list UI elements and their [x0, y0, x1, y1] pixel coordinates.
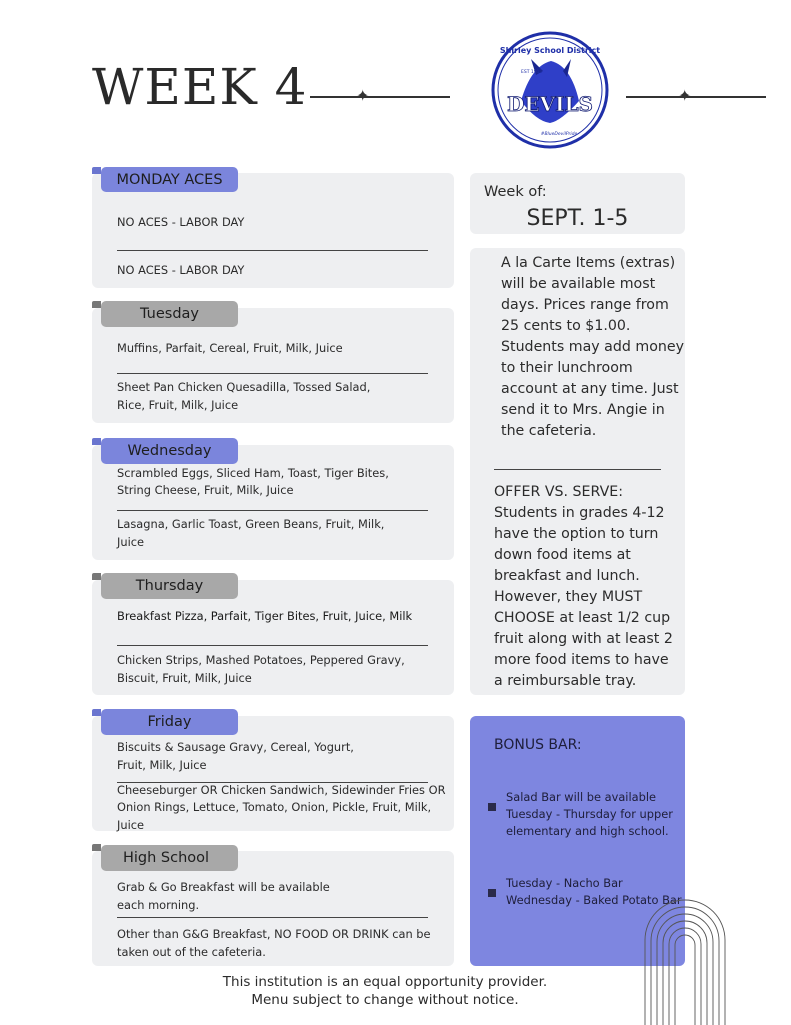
meal-divider: [117, 510, 428, 511]
info-divider: [494, 469, 661, 470]
sparkle-icon: ✦: [356, 86, 370, 105]
tuesday-tab: Tuesday: [101, 301, 238, 327]
logo-top-text: Shirley School District: [499, 46, 601, 55]
alacarte-line: will be available most: [501, 276, 656, 292]
offer-line: have the option to turn: [494, 526, 659, 542]
meal-divider: [117, 645, 428, 646]
alacarte-line: the cafeteria.: [501, 423, 597, 439]
tab-corner: [92, 301, 101, 308]
tuesday-breakfast: Muffins, Parfait, Cereal, Fruit, Milk, Juice: [117, 341, 343, 355]
offer-text: [494, 482, 673, 692]
high-school-note-line2: each morning.: [117, 898, 200, 912]
offer-line: breakfast and lunch.: [494, 568, 640, 584]
wednesday-tab: Wednesday: [101, 438, 238, 464]
friday-tab: Friday: [101, 709, 238, 735]
thursday-lunch-line2: Biscuit, Fruit, Milk, Juice: [117, 671, 252, 685]
bullet-icon: [488, 803, 496, 811]
logo-mark-text: DEVILS: [507, 92, 593, 116]
bullet-icon: [488, 889, 496, 897]
meal-divider: [117, 373, 428, 374]
wednesday-breakfast-line2: String Cheese, Fruit, Milk, Juice: [117, 483, 294, 497]
week-of-label: Week of:: [484, 184, 547, 200]
wednesday-breakfast-line1: Scrambled Eggs, Sliced Ham, Toast, Tiger Bites,: [117, 466, 389, 480]
offer-line: more food items to have: [494, 652, 669, 668]
high-school-note-line4: taken out of the cafeteria.: [117, 945, 266, 959]
friday-lunch-line2: Onion Rings, Lettuce, Tomato, Onion, Pickle, Fruit, Milk,: [117, 800, 432, 814]
school-logo: [491, 31, 609, 149]
header-divider-left: [310, 96, 450, 98]
offer-line: Students in grades 4-12: [494, 505, 665, 521]
bonus-item-1: [506, 789, 673, 840]
alacarte-line: account at any time. Just: [501, 381, 679, 397]
monday-tab: MONDAY ACES: [101, 167, 238, 192]
meal-divider: [117, 917, 428, 918]
alacarte-line: A la Carte Items (extras): [501, 255, 676, 271]
bonus-line: Tuesday - Thursday for upper: [506, 807, 673, 821]
offer-line: a reimbursable tray.: [494, 673, 637, 689]
tab-corner: [92, 709, 101, 716]
friday-breakfast-line2: Fruit, Milk, Juice: [117, 758, 207, 772]
monday-breakfast: NO ACES - LABOR DAY: [117, 215, 245, 229]
friday-breakfast-line1: Biscuits & Sausage Gravy, Cereal, Yogurt,: [117, 740, 354, 754]
wednesday-lunch-line1: Lasagna, Garlic Toast, Green Beans, Fruit, Milk,: [117, 517, 385, 531]
friday-lunch-line3: Juice: [117, 818, 145, 832]
bonus-line: Tuesday - Nacho Bar: [506, 876, 623, 890]
alacarte-line: Students may add money: [501, 339, 685, 355]
tab-corner: [92, 167, 101, 174]
page-title: WEEK 4: [92, 58, 308, 116]
bonus-line: elementary and high school.: [506, 824, 669, 838]
friday-lunch-line1: Cheeseburger OR Chicken Sandwich, Sidewinder Fries OR: [117, 783, 446, 797]
offer-line: However, they MUST: [494, 589, 643, 605]
bonus-line: Salad Bar will be available: [506, 790, 657, 804]
alacarte-line: days. Prices range from: [501, 297, 669, 313]
high-school-tab: High School: [101, 845, 238, 871]
tab-corner: [92, 573, 101, 580]
header-divider-right: [626, 96, 766, 98]
alacarte-text: [501, 253, 684, 442]
alacarte-line: send it to Mrs. Angie in: [501, 402, 665, 418]
footer-line2: Menu subject to change without notice.: [251, 992, 519, 1008]
logo-tag-text: #BlueDevilPride: [540, 132, 578, 137]
offer-line: CHOOSE at least 1/2 cup: [494, 610, 671, 626]
alacarte-line: to their lunchroom: [501, 360, 633, 376]
tab-corner: [92, 438, 101, 445]
tuesday-lunch-line1: Sheet Pan Chicken Quesadilla, Tossed Salad,: [117, 380, 371, 394]
thursday-breakfast: Breakfast Pizza, Parfait, Tiger Bites, Fruit, Juice, Milk: [117, 609, 413, 623]
high-school-note-line3: Other than G&G Breakfast, NO FOOD OR DRINK can be: [117, 927, 431, 941]
offer-line: down food items at: [494, 547, 631, 563]
week-dates: SEPT. 1-5: [526, 206, 629, 231]
sparkle-icon: ✦: [678, 86, 692, 105]
tuesday-lunch-line2: Rice, Fruit, Milk, Juice: [117, 398, 239, 412]
meal-divider: [117, 250, 428, 251]
tab-corner: [92, 844, 101, 851]
bonus-line: Wednesday - Baked Potato Bar: [506, 893, 682, 907]
wednesday-lunch-line2: Juice: [117, 535, 145, 549]
thursday-tab: Thursday: [101, 573, 238, 599]
monday-lunch: NO ACES - LABOR DAY: [117, 263, 245, 277]
offer-line: OFFER VS. SERVE:: [494, 484, 624, 500]
offer-line: fruit along with at least 2: [494, 631, 673, 647]
high-school-note-line1: Grab & Go Breakfast will be available: [117, 880, 330, 894]
logo-est-text: EST 1911: [521, 70, 543, 75]
thursday-lunch-line1: Chicken Strips, Mashed Potatoes, Peppered Gravy,: [117, 653, 405, 667]
bonus-title: BONUS BAR:: [494, 737, 582, 753]
alacarte-line: 25 cents to $1.00.: [501, 318, 631, 334]
footer-line1: This institution is an equal opportunity provider.: [222, 974, 548, 990]
